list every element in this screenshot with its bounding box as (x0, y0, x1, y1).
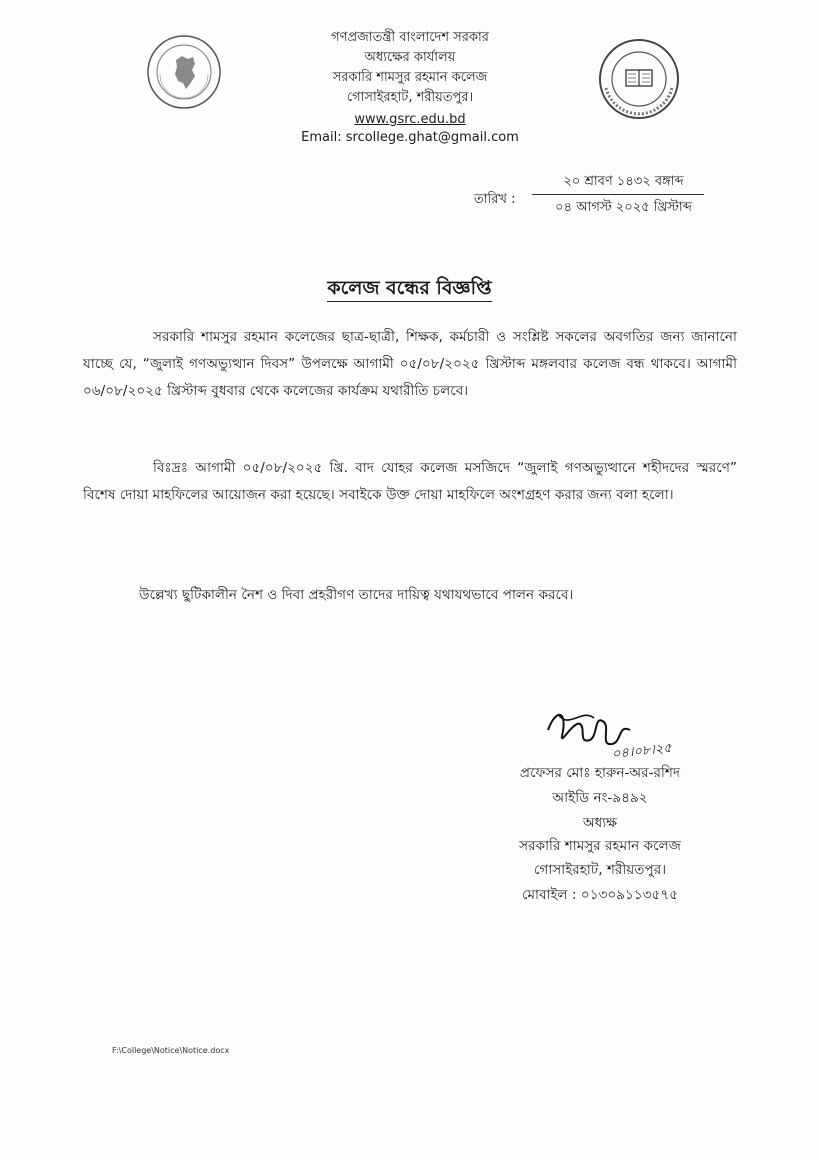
signatory-college: সরকারি শামসুর রহমান কলেজ (519, 838, 681, 854)
date-divider (532, 194, 704, 195)
notice-title: কলেজ বন্ধের বিজ্ঞপ্তি (0, 274, 819, 306)
signature-date: ০৪।০৮।২৫ (611, 740, 673, 763)
header-address: গোসাইরহাট, শরীয়তপুর। (346, 90, 474, 105)
header-college-name: সরকারি শামসুর রহমান কলেজ (332, 70, 488, 85)
signatory-address: গোসাইরহাট, শরীয়তপুর। (533, 862, 667, 878)
notice-paragraph-guards: উল্লেখ্য ছুটিকালীন নৈশ ও দিবা প্রহরীগণ তাদের দায়িত্ব যথাযথভাবে পালন করবে। (139, 587, 574, 603)
signatory-name: প্রফেসর মোঃ হারুন-অর-রশিদ (519, 765, 681, 781)
date-english: ০৪ আগস্ট ২০২৫ খ্রিস্টাব্দ (555, 200, 692, 215)
footer-file-path: F:\College\Notice\Notice.docx (112, 1046, 230, 1055)
notice-paragraph-main: সরকারি শামসুর রহমান কলেজের ছাত্র-ছাত্রী, শিক্ষক, কর্মচারী ও সংশ্লিষ্ট সকলের অবগতির জন্য জানানো যাচ্ছে যে, “জুলাই গণঅভ্যুত্থান দিবস” উপলক্ষে আগামী ০৫/০৮/২০২৫ খ্রিস্টাব্দ মঙ্গলবার কলেজ বন্ধ থাকবে। আগামী ০৬/০৮/২০২৫ খ্রিস্টাব্দ বুধবার থেকে কলেজের কার্যক্রম যথারীতি চলবে। (83, 329, 737, 399)
header-website-link[interactable]: www.gsrc.edu.bd (354, 112, 466, 127)
date-bangla: ২০ শ্রাবণ ১৪৩২ বঙ্গাব্দ (563, 174, 684, 189)
signatory-designation: অধ্যক্ষ (582, 815, 618, 831)
signatory-mobile: মোবাইল : ০১৩০৯১১৩৫৭৫ (521, 887, 679, 903)
notice-paragraph-prayer: বিঃদ্রঃ আগামী ০৫/০৮/২০২৫ খ্রি. বাদ যোহর কলেজ মসজিদে “জুলাই গণঅভ্যুত্থানে শহীদদের স্মরণে” বিশেষ দোয়া মাহফিলের আয়োজন করা হয়েছে। সবাইকে উক্ত দোয়া মাহফিলে অংশগ্রহণ করার জন্য বলা হলো। (83, 460, 737, 503)
date-label: তারিখ : (474, 192, 516, 207)
header-office-line: অধ্যক্ষের কার্যালয় (364, 50, 456, 65)
header-email: Email: srcollege.ghat@gmail.com (301, 130, 519, 145)
signatory-id: আইডি নং-৯৪৯২ (552, 790, 648, 806)
header-government-line: গণপ্রজাতন্ত্রী বাংলাদেশ সরকার (331, 30, 489, 45)
